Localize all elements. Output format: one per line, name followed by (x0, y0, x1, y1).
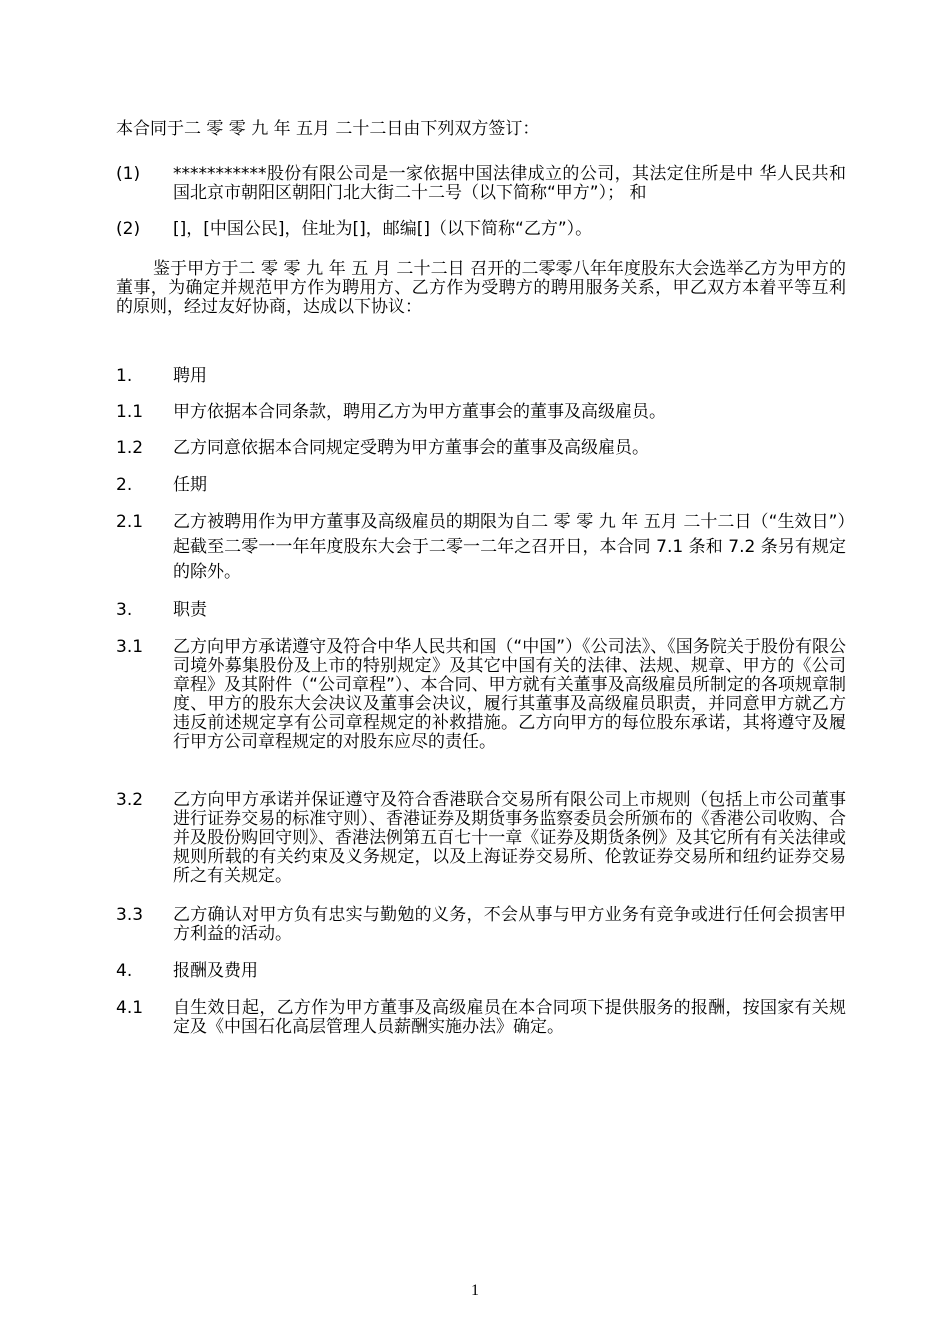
clause (116, 791, 846, 886)
clause-text: 乙方确认对甲方负有忠实与勤勉的义务，不会从事与甲方业务有竞争或进行任何会损害甲方利益的活动。 (173, 905, 846, 944)
section-heading (116, 476, 846, 495)
contract-intro: 本合同于二 零 零 九 年 五月 二十二日由下列双方签订： (116, 119, 540, 139)
clause-text: 自生效日起，乙方作为甲方董事及高级雇员在本合同项下提供服务的报酬，按国家有关规定及《中国石化高层管理人员薪酬实施办法》确定。 (173, 998, 846, 1037)
clause-text: 乙方同意依据本合同规定受聘为甲方董事会的董事及高级雇员。 (173, 438, 649, 458)
clause-number: 4. (116, 961, 133, 981)
clause-number: 2.1 (116, 512, 144, 532)
clause (116, 513, 846, 585)
party-number: (2) (116, 219, 141, 239)
clause-text: 乙方向甲方承诺并保证遵守及符合香港联合交易所有限公司上市规则（包括上市公司董事进行证券交易的标准守则）、香港证券及期货事务监察委员会所颁布的《香港公司收购、合并及股份购回守则》、香港法例第五百七十一章《证券及期货条例》及其它所有有关法律或规则所载的有关约束及义务规定，以及上海证券交易所、伦敦证券交易所和纽约证券交易所之有关规定。 (173, 790, 846, 886)
section-heading (116, 367, 846, 386)
clause-number: 1.1 (116, 402, 144, 422)
clause-number: 3. (116, 600, 133, 620)
clause-text: 职责 (173, 600, 207, 620)
page-number: 1 (471, 1282, 479, 1299)
clause-number: 2. (116, 475, 133, 495)
clause-number: 3.1 (116, 637, 144, 657)
party-1 (116, 165, 846, 203)
section-heading (116, 962, 846, 981)
clause (116, 439, 846, 458)
party-text: []，[中国公民]，住址为[]，邮编[]（以下简称“乙方”）。 (173, 219, 593, 239)
clause-text: 乙方被聘用作为甲方董事及高级雇员的期限为自二 零 零 九 年 五月 二十二日（“生效日”）起截至二零一一年年度股东大会于二零一二年之召开日，本合同 7.1 条和 7.2 条另有规定的除外。 (173, 512, 846, 582)
whereas-clause: 鉴于甲方于二 零 零 九 年 五 月 二十二日 召开的二零零八年年度股东大会选举乙方为甲方的董事，为确定并规范甲方作为聘用方、乙方作为受聘方的聘用服务关系，甲乙双方本着平等互利的原则，经过友好协商，达成以下协议： (116, 259, 846, 317)
party-2 (116, 220, 846, 239)
clause-text: 乙方向甲方承诺遵守及符合中华人民共和国（“中国”）《公司法》、《国务院关于股份有限公司境外募集股份及上市的特别规定》及其它中国有关的法律、法规、规章、甲方的《公司章程》及其附件（“公司章程”）、本合同、甲方就有关董事及高级雇员所制定的各项规章制度、甲方的股东大会决议及董事会决议，履行其董事及高级雇员职责，并同意甲方就乙方违反前述规定享有公司章程规定的补救措施。乙方向甲方的每位股东承诺，其将遵守及履行甲方公司章程规定的对股东应尽的责任。 (173, 637, 846, 752)
clause-number: 3.3 (116, 905, 144, 925)
section-heading (116, 601, 846, 620)
party-text: ***********股份有限公司是一家依据中国法律成立的公司，其法定住所是中 华人民共和国北京市朝阳区朝阳门北大街二十二号（以下简称“甲方”）； 和 (173, 164, 846, 203)
clause-number: 1.2 (116, 438, 144, 458)
clause (116, 638, 846, 752)
clause-number: 4.1 (116, 998, 144, 1018)
clause-text: 甲方依据本合同条款，聘用乙方为甲方董事会的董事及高级雇员。 (173, 402, 666, 422)
party-number: (1) (116, 164, 141, 184)
clause-text: 报酬及费用 (173, 961, 258, 981)
clause-text: 任期 (173, 475, 207, 495)
clause-number: 1. (116, 366, 133, 386)
clause (116, 906, 846, 944)
clause-text: 聘用 (173, 366, 207, 386)
clause (116, 999, 846, 1037)
clause-number: 3.2 (116, 790, 144, 810)
clause (116, 403, 846, 422)
